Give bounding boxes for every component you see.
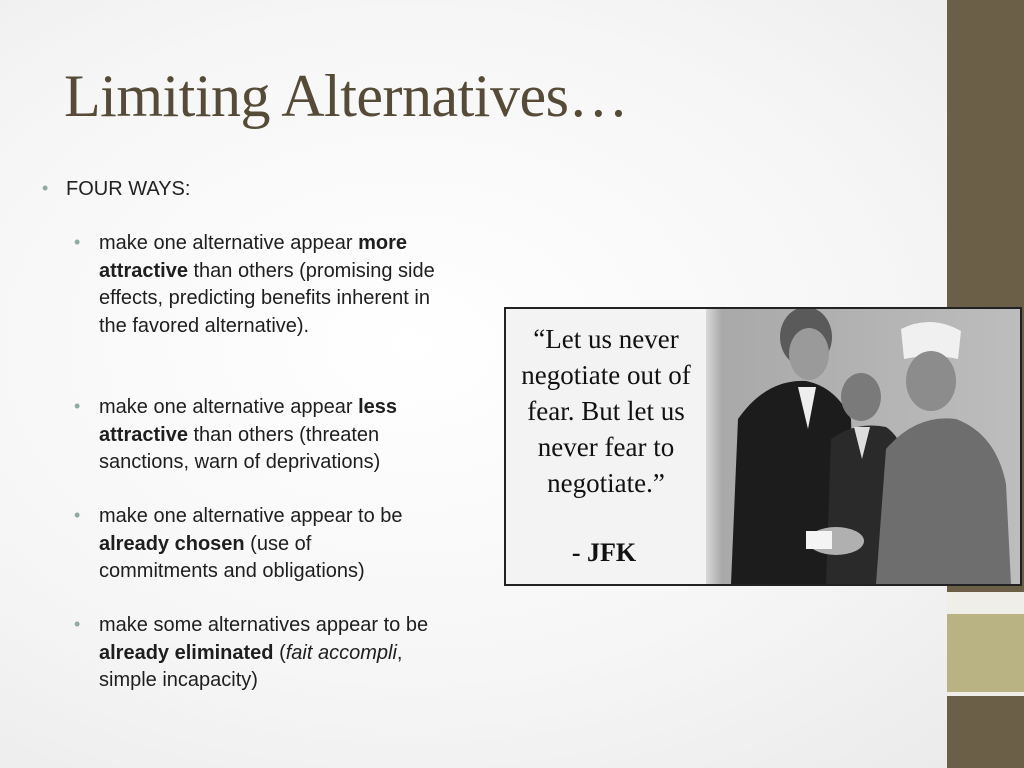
- list-item: [99, 394, 451, 477]
- item-text: make some alternatives appear to be: [99, 614, 429, 636]
- list-item: [99, 612, 429, 695]
- item-text: than others (threaten sanctions, warn of deprivations): [99, 423, 381, 473]
- item-text: , simple incapacity): [99, 641, 403, 691]
- bullet-dot-icon: •: [42, 178, 49, 198]
- bullet-four-ways: FOUR WAYS:: [66, 178, 191, 200]
- list-item: [99, 230, 449, 340]
- item-text: make one alternative appear: [99, 396, 359, 418]
- bullet-dot-icon: •: [74, 232, 81, 252]
- item-emphasis: more attractive: [99, 232, 407, 282]
- item-italic: fait accompli: [285, 641, 397, 664]
- item-text: make one alternative appear: [99, 232, 359, 254]
- item-text: make one alternative appear to be: [99, 505, 403, 527]
- list-item: [99, 503, 435, 586]
- item-text: (use of commitments and obligations): [99, 532, 365, 582]
- side-bar-accent-segment: [947, 614, 1024, 692]
- side-bar-gap: [947, 592, 1024, 614]
- item-text: (: [273, 641, 286, 664]
- item-emphasis: already chosen: [99, 532, 245, 555]
- quote-text: “Let us never negotiate out of fear. But let us never fear to negotiate.”: [521, 324, 691, 498]
- jfk-quote-photo: [504, 307, 1022, 586]
- quote-attribution: - JFK: [571, 538, 637, 567]
- slide-title: Limiting Alternatives…: [64, 63, 628, 129]
- side-bar-bottom-segment: [947, 696, 1024, 768]
- item-emphasis: already eliminated: [99, 641, 274, 664]
- item-text: than others (promising side effects, predicting benefits inherent in the favored alternative).: [99, 259, 435, 337]
- item-emphasis: less attractive: [99, 396, 397, 446]
- bullet-dot-icon: •: [74, 396, 81, 416]
- bullet-dot-icon: •: [74, 505, 81, 525]
- bullet-dot-icon: •: [74, 614, 81, 634]
